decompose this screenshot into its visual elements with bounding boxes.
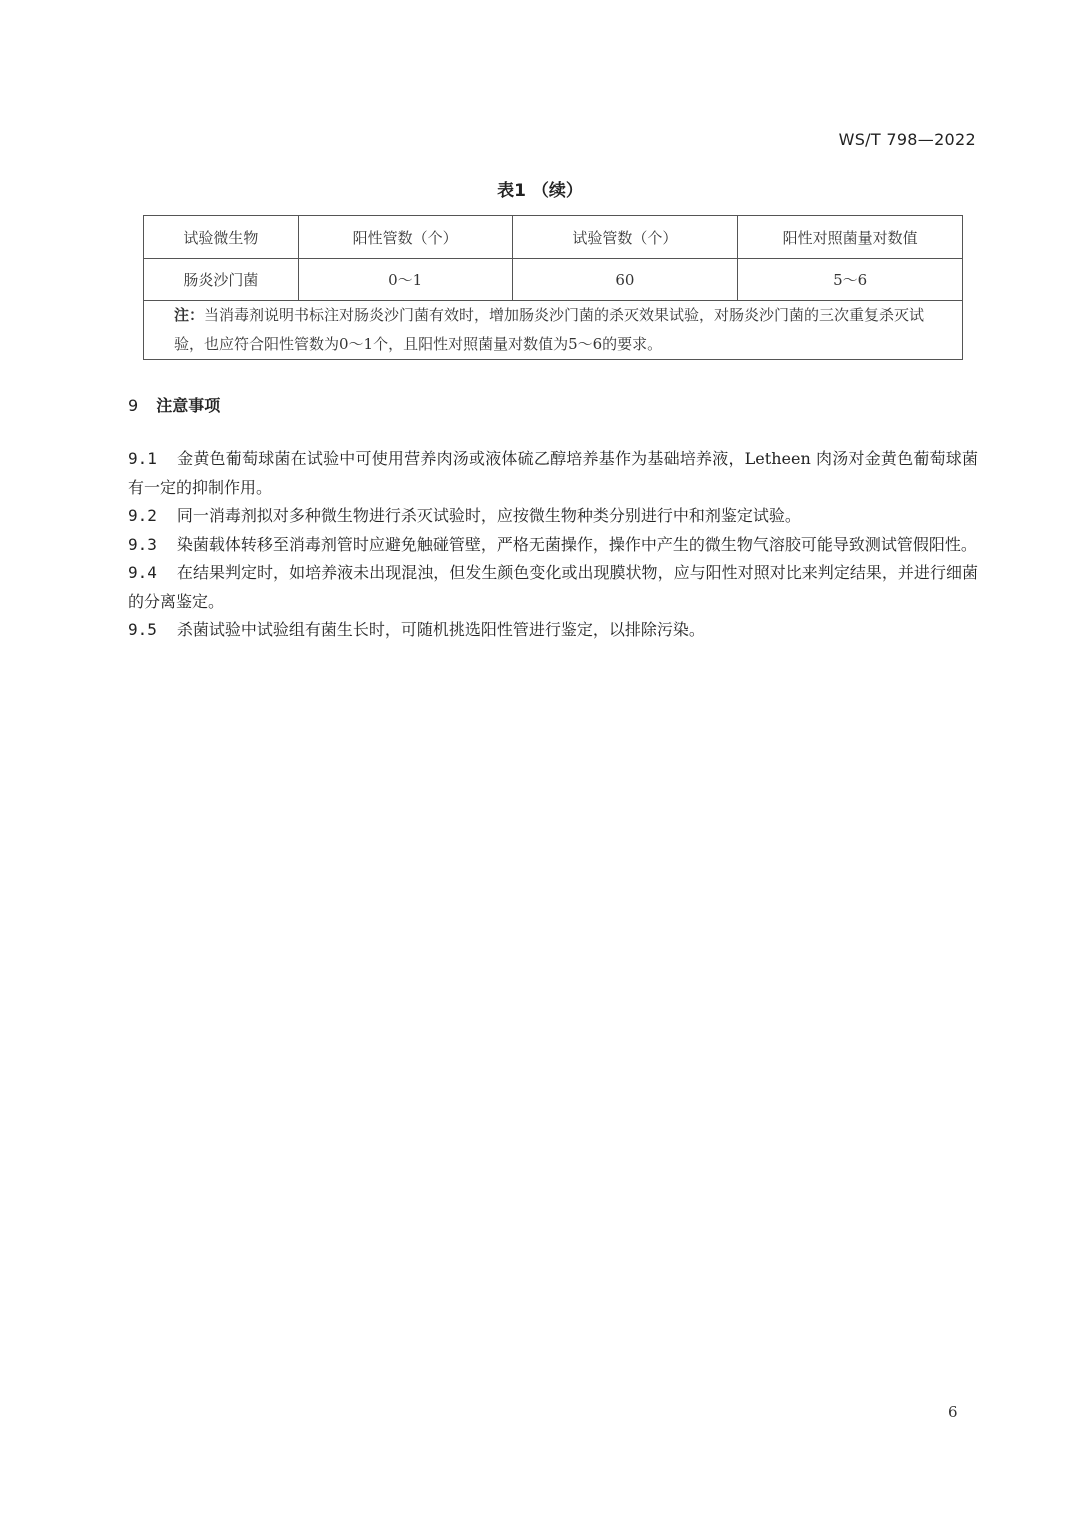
results-table xyxy=(143,215,963,360)
clause-text: 金黄色葡萄球菌在试验中可使用营养肉汤或液体硫乙醇培养基作为基础培养液，Letheen 肉汤对金黄色葡萄球菌有一定的抑制作用。 xyxy=(128,449,978,497)
page-number: 6 xyxy=(948,1403,958,1421)
table-title: 表1 （续） xyxy=(497,181,583,201)
clause xyxy=(128,616,978,645)
column-header: 试验微生物 xyxy=(144,216,299,259)
note-label: 注： xyxy=(174,306,205,324)
clause xyxy=(128,445,978,502)
clause-list xyxy=(128,445,978,645)
standard-code: WS/T 798—2022 xyxy=(838,130,976,149)
clause-number: 9.5 xyxy=(128,620,157,639)
table-cell: 5～6 xyxy=(738,259,963,301)
clause-number: 9.2 xyxy=(128,506,157,525)
clause-text: 染菌载体转移至消毒剂管时应避免触碰管壁，严格无菌操作，操作中产生的微生物气溶胶可能导致测试管假阳性。 xyxy=(176,534,977,554)
clause xyxy=(128,531,978,560)
table-row xyxy=(144,259,963,301)
clause xyxy=(128,502,978,531)
table-cell: 60 xyxy=(512,259,738,301)
column-header: 阳性对照菌量对数值 xyxy=(738,216,963,259)
table-note-row xyxy=(144,301,963,360)
table-cell: 肠炎沙门菌 xyxy=(144,259,299,301)
clause-text: 同一消毒剂拟对多种微生物进行杀灭试验时，应按微生物种类分别进行中和剂鉴定试验。 xyxy=(176,506,801,525)
clause-number: 9.3 xyxy=(128,534,157,554)
section-number: 9 xyxy=(128,396,139,415)
column-header: 试验管数（个） xyxy=(512,216,738,259)
clause-text: 在结果判定时，如培养液未出现混浊，但发生颜色变化或出现膜状物，应与阳性对照对比来判定结果，并进行细菌的分离鉴定。 xyxy=(128,563,978,611)
note-text: 当消毒剂说明书标注对肠炎沙门菌有效时，增加肠炎沙门菌的杀灭效果试验，对肠炎沙门菌的三次重复杀灭试验，也应符合阳性管数为0～1个，且阳性对照菌量对数值为5～6的要求。 xyxy=(174,306,925,353)
clause-text: 杀菌试验中试验组有菌生长时，可随机挑选阳性管进行鉴定，以排除污染。 xyxy=(176,620,705,639)
table-cell: 0～1 xyxy=(298,259,512,301)
clause xyxy=(128,559,978,616)
section-title: 注意事项 xyxy=(156,396,221,415)
table-note xyxy=(144,301,963,360)
column-header: 阳性管数（个） xyxy=(298,216,512,259)
clause-number: 9.4 xyxy=(128,563,157,582)
clause-number: 9.1 xyxy=(128,449,157,468)
section-heading xyxy=(128,393,220,416)
table-header-row xyxy=(144,216,963,259)
